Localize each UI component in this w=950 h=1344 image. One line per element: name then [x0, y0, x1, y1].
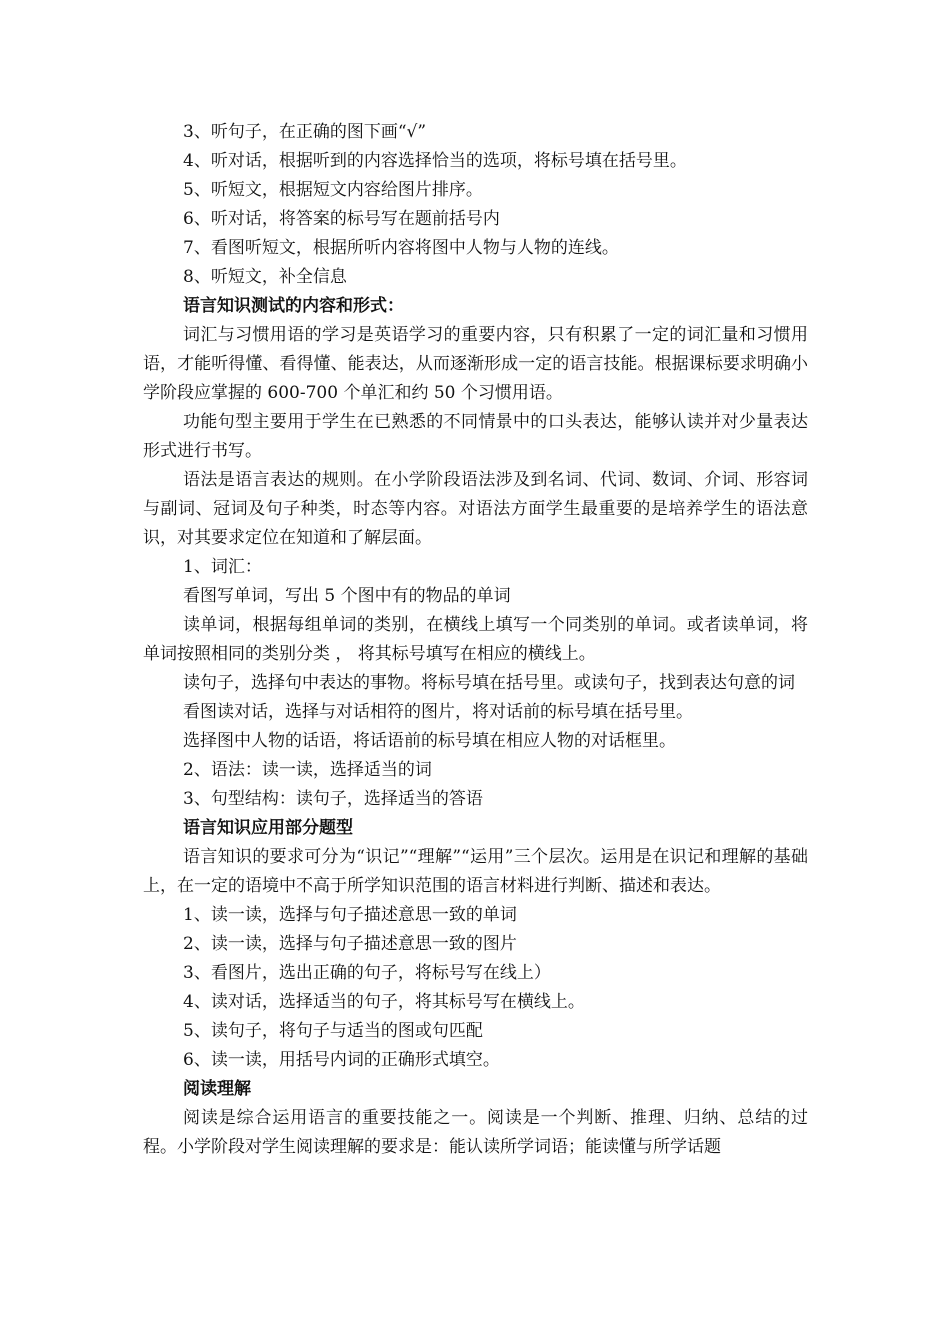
- paragraph: 8、听短文，补全信息: [183, 267, 347, 287]
- paragraph: 6、听对话，将答案的标号写在题前括号内: [183, 209, 500, 229]
- paragraph: 4、听对话，根据听到的内容选择恰当的选项，将标号填在括号里。: [183, 151, 687, 171]
- document-body: [143, 118, 808, 1162]
- paragraph: 7、看图听短文，根据所听内容将图中人物与人物的连线。: [183, 238, 619, 258]
- paragraph: 语言知识的要求可分为“识记”“理解”“运用”三个层次。运用是在识记和理解的基础上，在一定的语境中不高于所学知识范围的语言材料进行判断、描述和表达。: [143, 847, 808, 896]
- paragraph: 1、读一读，选择与句子描述意思一致的单词: [183, 905, 517, 925]
- paragraph: 看图写单词，写出 5 个图中有的物品的单词: [183, 586, 511, 606]
- paragraph: 阅读是综合运用语言的重要技能之一。阅读是一个判断、推理、归纳、总结的过程。小学阶段对学生阅读理解的要求是：能认读所学词语；能读懂与所学话题: [143, 1108, 808, 1157]
- paragraph: 5、听短文，根据短文内容给图片排序。: [183, 180, 483, 200]
- paragraph: 1、词汇：: [183, 557, 262, 577]
- section-heading: 语言知识测试的内容和形式：: [183, 296, 404, 316]
- paragraph: 看图读对话，选择与对话相符的图片，将对话前的标号填在括号里。: [183, 702, 693, 722]
- paragraph: 6、读一读，用括号内词的正确形式填空。: [183, 1050, 500, 1070]
- paragraph: 2、语法：读一读，选择适当的词: [183, 760, 432, 780]
- section-heading: 语言知识应用部分题型: [183, 818, 353, 838]
- paragraph: 3、看图片，选出正确的句子，将标号写在线上）: [183, 963, 551, 983]
- paragraph: 选择图中人物的话语，将话语前的标号填在相应人物的对话框里。: [183, 731, 676, 751]
- paragraph: 5、读句子，将句子与适当的图或句匹配: [183, 1021, 483, 1041]
- paragraph: 读句子，选择句中表达的事物。将标号填在括号里。或读句子，找到表达句意的词: [183, 673, 795, 693]
- paragraph: 功能句型主要用于学生在已熟悉的不同情景中的口头表达，能够认读并对少量表达形式进行书写。: [143, 412, 808, 461]
- paragraph: 词汇与习惯用语的学习是英语学习的重要内容，只有积累了一定的词汇量和习惯用语，才能听得懂、看得懂、能表达，从而逐渐形成一定的语言技能。根据课标要求明确小学阶段应掌握的 600-700 个单汇和约 50 个习惯用语。: [143, 325, 808, 403]
- paragraph: 3、句型结构：读句子，选择适当的答语: [183, 789, 483, 809]
- paragraph: 4、读对话，选择适当的句子，将其标号写在横线上。: [183, 992, 585, 1012]
- paragraph: 读单词，根据每组单词的类别，在横线上填写一个同类别的单词。或者读单词，将单词按照相同的类别分类 ， 将其标号填写在相应的横线上。: [143, 615, 808, 664]
- paragraph: 3、听句子，在正确的图下画“√”: [183, 122, 427, 142]
- section-heading: 阅读理解: [183, 1079, 251, 1099]
- paragraph: 2、读一读，选择与句子描述意思一致的图片: [183, 934, 517, 954]
- paragraph: 语法是语言表达的规则。在小学阶段语法涉及到名词、代词、数词、介词、形容词与副词、冠词及句子种类，时态等内容。对语法方面学生最重要的是培养学生的语法意识，对其要求定位在知道和了解层面。: [143, 470, 808, 548]
